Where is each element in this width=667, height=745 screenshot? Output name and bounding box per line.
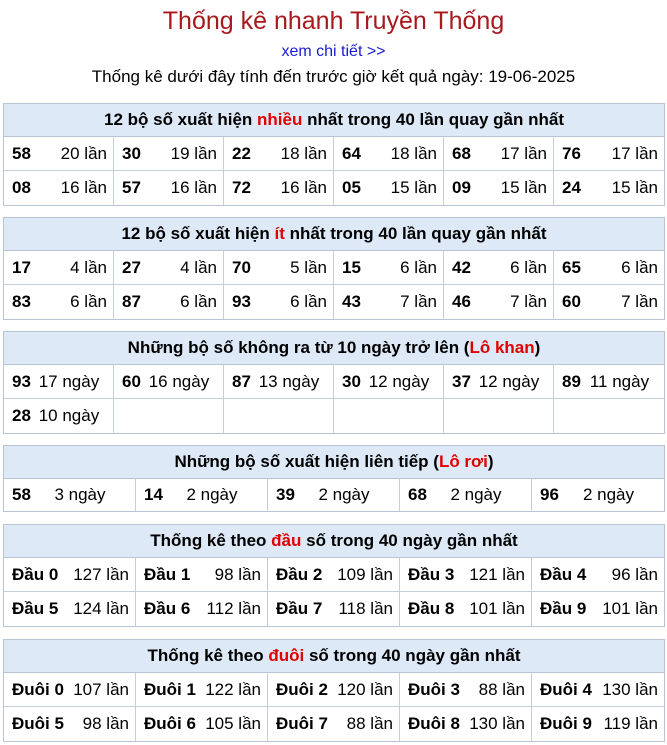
- stats-grid: [4, 673, 664, 741]
- stat-cell: [114, 251, 224, 285]
- stat-value: 6 lần: [290, 292, 327, 311]
- stat-cell: [554, 251, 664, 285]
- stat-key: Đuôi 3: [408, 679, 460, 699]
- stat-cell: [554, 137, 664, 171]
- header-text: số trong 40 ngày gần nhất: [301, 531, 518, 550]
- stat-value: 124 lần: [73, 599, 129, 618]
- stat-value: 107 lần: [73, 679, 129, 699]
- stat-value: 6 lần: [400, 257, 437, 277]
- section-lo-khan: [3, 331, 665, 434]
- header-highlight: Lô rơi: [438, 452, 488, 471]
- stat-key: 39: [276, 485, 295, 504]
- stat-cell: [554, 365, 664, 399]
- stat-value: 120 lần: [337, 679, 393, 699]
- stat-key: Đầu 1: [144, 564, 191, 584]
- stat-cell: [268, 707, 400, 741]
- stat-key: 27: [122, 257, 141, 277]
- stat-key: 30: [122, 143, 141, 163]
- stat-value: 12 ngày: [478, 371, 540, 391]
- stat-value: 16 lần: [280, 178, 327, 197]
- stat-key: 30: [342, 371, 361, 391]
- stat-cell: [224, 137, 334, 171]
- stat-cell: [400, 558, 532, 592]
- stat-value: 5 lần: [290, 257, 327, 277]
- stat-value: 17 ngày: [38, 371, 100, 391]
- header-text: Những bộ số không ra từ 10 ngày trở lên (: [127, 338, 470, 357]
- stat-key: 09: [452, 178, 471, 197]
- stat-key: 72: [232, 178, 251, 197]
- stat-key: 14: [144, 485, 163, 504]
- section-dau: [3, 524, 665, 627]
- stat-key: Đuôi 5: [12, 714, 64, 733]
- header-text: ): [487, 452, 494, 471]
- stat-cell: [4, 707, 136, 741]
- stat-cell: [444, 365, 554, 399]
- stat-cell: [136, 558, 268, 592]
- stat-key: 24: [562, 178, 581, 197]
- stat-cell: [532, 592, 664, 626]
- stat-key: 68: [452, 143, 471, 163]
- stat-value: 119 lần: [603, 714, 658, 733]
- stat-cell: [444, 251, 554, 285]
- stat-key: 42: [452, 257, 471, 277]
- stat-cell: [334, 285, 444, 319]
- stat-key: 83: [12, 292, 31, 311]
- header-text: 12 bộ số xuất hiện: [121, 224, 275, 243]
- stat-cell: [114, 171, 224, 205]
- stat-value: 118 lần: [338, 599, 393, 618]
- stat-cell: [400, 673, 532, 707]
- stat-cell: [136, 673, 268, 707]
- stat-key: Đuôi 9: [540, 714, 592, 733]
- stat-key: 87: [122, 292, 141, 311]
- stats-grid: [4, 479, 664, 511]
- stat-key: Đầu 3: [408, 564, 455, 584]
- stat-value: 2 ngày: [582, 485, 634, 504]
- section-header: [4, 104, 664, 137]
- stat-cell: [4, 479, 136, 511]
- stats-grid: [4, 251, 664, 319]
- stat-cell: [268, 592, 400, 626]
- stat-cell: [114, 399, 224, 433]
- stat-key: Đầu 5: [12, 599, 59, 618]
- stat-value: 105 lần: [205, 714, 261, 733]
- stats-grid: [4, 365, 664, 433]
- stat-value: 98 lần: [82, 714, 129, 733]
- stat-value: 11 ngày: [589, 371, 650, 391]
- stat-key: 15: [342, 257, 361, 277]
- section-most-frequent: [3, 103, 665, 206]
- stat-value: 15 lần: [611, 178, 658, 197]
- stat-key: Đầu 8: [408, 599, 455, 618]
- stat-value: 13 ngày: [258, 371, 320, 391]
- stat-cell: [136, 479, 268, 511]
- header-highlight: nhiều: [257, 110, 303, 129]
- stat-key: 58: [12, 143, 31, 163]
- stat-value: 6 lần: [621, 257, 658, 277]
- stat-value: 4 lần: [180, 257, 217, 277]
- stat-key: 28: [12, 406, 31, 425]
- stat-cell: [334, 137, 444, 171]
- stat-value: 122 lần: [205, 679, 261, 699]
- header-highlight: ít: [274, 224, 285, 243]
- stat-key: Đuôi 7: [276, 714, 328, 733]
- stat-cell: [400, 592, 532, 626]
- stat-key: 70: [232, 257, 251, 277]
- stat-value: 88 lần: [478, 679, 525, 699]
- header-highlight: đuôi: [268, 646, 305, 665]
- stat-key: Đầu 6: [144, 599, 191, 618]
- stat-key: 89: [562, 371, 581, 391]
- stat-cell: [400, 707, 532, 741]
- stat-cell: [224, 365, 334, 399]
- stat-value: 17 lần: [500, 143, 547, 163]
- stat-key: 17: [12, 257, 31, 277]
- stat-value: 15 lần: [500, 178, 547, 197]
- stat-key: 93: [232, 292, 251, 311]
- stat-cell: [224, 285, 334, 319]
- stat-cell: [334, 399, 444, 433]
- stat-value: 3 ngày: [54, 485, 106, 504]
- stat-value: 127 lần: [73, 564, 129, 584]
- stat-key: 64: [342, 143, 361, 163]
- stat-value: 130 lần: [602, 679, 658, 699]
- stat-cell: [268, 558, 400, 592]
- stat-key: 05: [342, 178, 361, 197]
- section-header: [4, 446, 664, 479]
- stat-key: Đầu 2: [276, 564, 323, 584]
- stat-key: Đầu 7: [276, 599, 323, 618]
- stat-cell: [532, 707, 664, 741]
- section-least-frequent: [3, 217, 665, 320]
- stat-cell: [532, 479, 664, 511]
- stat-value: 112 lần: [206, 599, 261, 618]
- stat-value: 109 lần: [337, 564, 393, 584]
- stat-cell: [334, 171, 444, 205]
- stat-cell: [532, 558, 664, 592]
- stat-cell: [334, 365, 444, 399]
- stat-cell: [4, 558, 136, 592]
- stat-cell: [4, 592, 136, 626]
- stat-cell: [4, 171, 114, 205]
- stat-key: 96: [540, 485, 559, 504]
- stat-key: 76: [562, 143, 581, 163]
- page-title: Thống kê nhanh Truyền Thống: [162, 7, 505, 35]
- stat-cell: [444, 285, 554, 319]
- stat-cell: [444, 171, 554, 205]
- stats-grid: [4, 558, 664, 626]
- stat-cell: [114, 365, 224, 399]
- stat-key: Đuôi 8: [408, 714, 460, 733]
- stat-value: 7 lần: [510, 292, 547, 311]
- stat-key: Đuôi 1: [144, 679, 196, 699]
- stat-cell: [400, 479, 532, 511]
- stat-key: 68: [408, 485, 427, 504]
- stat-value: 101 lần: [469, 599, 525, 618]
- stat-value: 88 lần: [346, 714, 393, 733]
- stat-value: 16 lần: [170, 178, 217, 197]
- view-details-link[interactable]: xem chi tiết >>: [281, 43, 386, 60]
- section-header: [4, 640, 664, 673]
- stat-key: Đuôi 6: [144, 714, 196, 733]
- header-text: nhất trong 40 lần quay gần nhất: [302, 110, 565, 129]
- stat-value: 101 lần: [602, 599, 658, 618]
- stat-cell: [554, 171, 664, 205]
- stat-value: 16 ngày: [148, 371, 210, 391]
- stat-cell: [554, 285, 664, 319]
- stat-value: 18 lần: [280, 143, 327, 163]
- stat-key: 93: [12, 371, 31, 391]
- stat-cell: [4, 285, 114, 319]
- header-text: số trong 40 ngày gần nhất: [304, 646, 521, 665]
- stat-cell: [268, 673, 400, 707]
- stat-value: 6 lần: [70, 292, 107, 311]
- stat-value: 7 lần: [621, 292, 658, 311]
- stat-cell: [114, 285, 224, 319]
- section-header: [4, 218, 664, 251]
- stat-cell: [224, 171, 334, 205]
- stat-value: 121 lần: [469, 564, 525, 584]
- stat-value: 2 ngày: [186, 485, 238, 504]
- stat-cell: [334, 251, 444, 285]
- stat-key: 46: [452, 292, 471, 311]
- header-text: 12 bộ số xuất hiện: [103, 110, 258, 129]
- stat-value: 6 lần: [180, 292, 217, 311]
- stat-value: 12 ngày: [368, 371, 430, 391]
- header-text: ): [534, 338, 541, 357]
- stat-key: 43: [342, 292, 361, 311]
- stat-key: 57: [122, 178, 141, 197]
- stat-key: 08: [12, 178, 31, 197]
- stat-key: 37: [452, 371, 471, 391]
- stat-cell: [224, 399, 334, 433]
- stat-key: Đầu 0: [12, 564, 59, 584]
- stat-key: 22: [232, 143, 251, 163]
- stat-cell: [4, 137, 114, 171]
- stat-cell: [224, 251, 334, 285]
- stat-cell: [4, 251, 114, 285]
- header-highlight: Lô khan: [469, 338, 535, 357]
- stat-cell: [114, 137, 224, 171]
- stat-value: 15 lần: [390, 178, 437, 197]
- section-header: [4, 525, 664, 558]
- stat-value: 16 lần: [60, 178, 107, 197]
- section-header: [4, 332, 664, 365]
- header-text: nhất trong 40 lần quay gần nhất: [284, 224, 547, 243]
- stat-value: 18 lần: [390, 143, 437, 163]
- stat-value: 4 lần: [70, 257, 107, 277]
- stat-cell: [4, 365, 114, 399]
- header-text: Thống kê theo: [147, 646, 269, 665]
- stat-value: 96 lần: [611, 564, 658, 584]
- stat-value: 7 lần: [400, 292, 437, 311]
- stat-key: Đuôi 4: [540, 679, 592, 699]
- stat-value: 6 lần: [510, 257, 547, 277]
- header-text: Thống kê theo: [150, 531, 272, 550]
- stat-cell: [268, 479, 400, 511]
- header-highlight: đầu: [271, 531, 302, 550]
- stat-key: 87: [232, 371, 251, 391]
- stat-value: 10 ngày: [38, 406, 100, 425]
- stat-key: 60: [122, 371, 141, 391]
- stat-cell: [444, 137, 554, 171]
- section-duoi: [3, 639, 665, 742]
- section-lo-roi: [3, 445, 665, 512]
- page-subtitle: Thống kê dưới đây tính đến trước giờ kết quả ngày: 19-06-2025: [91, 67, 576, 86]
- stat-key: Đầu 9: [540, 599, 587, 618]
- stat-key: 60: [562, 292, 581, 311]
- stat-cell: [4, 673, 136, 707]
- stat-key: Đuôi 2: [276, 679, 328, 699]
- stat-cell: [444, 399, 554, 433]
- stat-cell: [554, 399, 664, 433]
- stat-value: 2 ngày: [450, 485, 502, 504]
- stat-key: 58: [12, 485, 31, 504]
- stat-value: 20 lần: [60, 143, 107, 163]
- stat-key: Đuôi 0: [12, 679, 64, 699]
- stat-cell: [136, 707, 268, 741]
- stat-value: 19 lần: [170, 143, 217, 163]
- stat-value: 130 lần: [469, 714, 525, 733]
- stat-value: 98 lần: [214, 564, 261, 584]
- stat-cell: [532, 673, 664, 707]
- stat-value: 2 ngày: [318, 485, 370, 504]
- stat-cell: [4, 399, 114, 433]
- stat-cell: [136, 592, 268, 626]
- stat-key: 65: [562, 257, 581, 277]
- header-text: Những bộ số xuất hiện liên tiếp (: [174, 452, 439, 471]
- stats-grid: [4, 137, 664, 205]
- stat-key: Đầu 4: [540, 564, 587, 584]
- stat-value: 17 lần: [611, 143, 658, 163]
